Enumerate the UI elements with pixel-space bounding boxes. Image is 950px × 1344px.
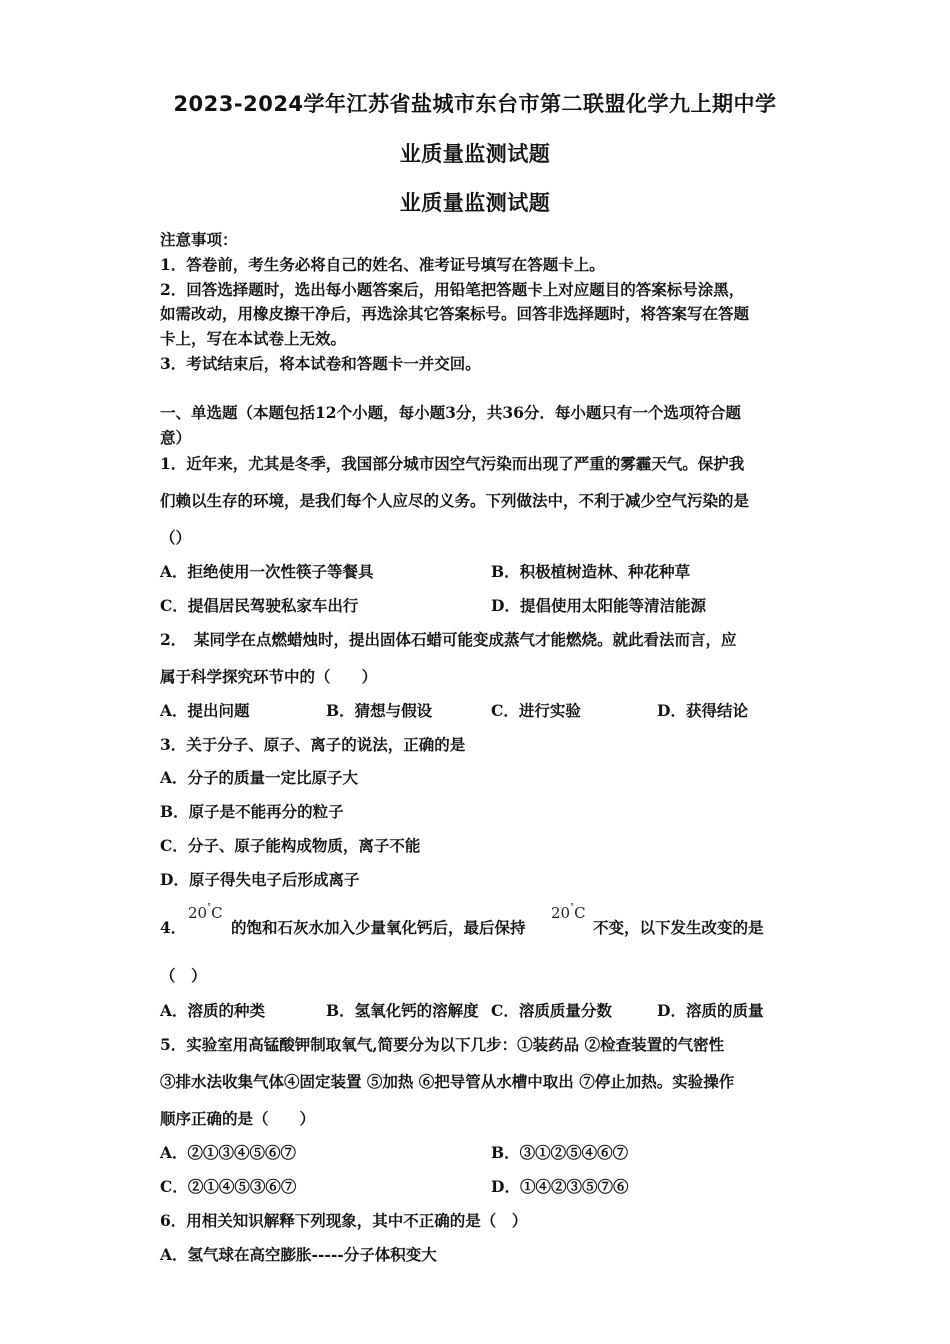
- q3-option-a: A．分子的质量一定比原子大: [160, 768, 359, 787]
- q5-stem-line3: 顺序正确的是（ ）: [160, 1109, 316, 1128]
- q3-option-b: B．原子是不能再分的粒子: [160, 802, 344, 821]
- q4-stem-line2: （ ）: [160, 966, 207, 985]
- q5-option-d: D．①④②③⑤⑦⑥: [491, 1177, 629, 1196]
- q5-option-a: A．②①③④⑤⑥⑦: [160, 1143, 297, 1162]
- q3-option-d: D．原子得失电子后形成离子: [160, 870, 360, 889]
- q4-option-c: C．溶质质量分数: [491, 1001, 612, 1020]
- q1-option-b: B．积极植树造林、种花种草: [491, 562, 691, 581]
- q3-option-c: C．分子、原子能构成物质，离子不能: [160, 836, 421, 855]
- q4-option-d: D．溶质的质量: [657, 1001, 764, 1020]
- exam-title-line1: 2023-2024学年江苏省盐城市东台市第二联盟化学九上期中学: [173, 92, 777, 116]
- q4-option-a: A．溶质的种类: [160, 1001, 266, 1020]
- q1-stem-line1: 1．近年来，尤其是冬季，我国部分城市因空气污染而出现了严重的雾霾天气。保护我: [160, 454, 745, 473]
- q3-stem: 3．关于分子、原子、离子的说法，正确的是: [160, 735, 466, 754]
- q4-temperature-1-value: 20: [188, 904, 208, 922]
- q5-stem-line1: 5．实验室用高锰酸钾制取氧气,简要分为以下几步：①装药品 ②检查装置的气密性: [160, 1035, 725, 1054]
- q4-number: 4．: [160, 918, 187, 937]
- q1-option-c: C．提倡居民驾驶私家车出行: [160, 596, 359, 615]
- q2-option-d: D．获得结论: [657, 701, 748, 720]
- notice-item-2-line3: 卡上，写在本试卷上无效。: [160, 329, 347, 348]
- q4-temperature-1-unit: C: [211, 904, 223, 922]
- q4-stem-middle: 的饱和石灰水加入少量氧化钙后，最后保持: [231, 918, 526, 937]
- exam-title-line2: 业质量监测试题: [399, 142, 551, 166]
- q5-option-b: B．③①②⑤④⑥⑦: [491, 1143, 629, 1162]
- notice-item-2-line2: 如需改动，用橡皮擦干净后，再选涂其它答案标号。回答非选择题时，将答案写在答题: [160, 304, 750, 323]
- degree-symbol-icon: °: [570, 902, 575, 911]
- q4-option-b: B．氢氧化钙的溶解度: [326, 1001, 479, 1020]
- q6-stem: 6．用相关知识解释下列现象，其中不正确的是（ ）: [160, 1211, 528, 1230]
- q1-option-d: D．提倡使用太阳能等清洁能源: [491, 596, 706, 615]
- exam-title-line3: 业质量监测试题: [399, 191, 551, 215]
- q5-option-c: C．②①④⑤③⑥⑦: [160, 1177, 297, 1196]
- q6-option-a: A．氢气球在高空膨胀-----分子体积变大: [160, 1245, 437, 1264]
- notice-heading: 注意事项：: [160, 230, 238, 249]
- notice-item-3: 3．考试结束后，将本试卷和答题卡一并交回。: [160, 354, 481, 373]
- q2-stem-line1: 2． 某同学在点燃蜡烛时，提出固体石蜡可能变成蒸气才能燃烧。就此看法而言，应: [160, 630, 737, 649]
- q2-stem-line2: 属于科学探究环节中的（ ）: [160, 667, 378, 686]
- q1-stem-line2: 们赖以生存的环境，是我们每个人应尽的义务。下列做法中，不利于减少空气污染的是: [160, 491, 750, 510]
- q1-option-a: A．拒绝使用一次性筷子等餐具: [160, 562, 374, 581]
- degree-symbol-icon: °: [207, 902, 212, 911]
- q2-option-a: A．提出问题: [160, 701, 250, 720]
- q4-stem-tail: 不变，以下发生改变的是: [593, 918, 764, 937]
- q4-temperature-2: [551, 904, 586, 922]
- q1-stem-line3: （）: [160, 528, 192, 547]
- q5-stem-line2: ③排水法收集气体④固定装置 ⑤加热 ⑥把导管从水槽中取出 ⑦停止加热。实验操作: [160, 1072, 735, 1091]
- section-1-heading-line1: 一、单选题（本题包括12个小题，每小题3分，共36分．每小题只有一个选项符合题: [160, 403, 741, 422]
- notice-item-2-line1: 2．回答选择题时，选出每小题答案后，用铅笔把答题卡上对应题目的答案标号涂黑，: [160, 280, 745, 299]
- section-1-heading-line2: 意）: [160, 428, 192, 447]
- q4-temperature-1: [188, 904, 223, 922]
- q4-temperature-2-unit: C: [574, 904, 586, 922]
- q4-temperature-2-value: 20: [551, 904, 571, 922]
- q2-option-c: C．进行实验: [491, 701, 581, 720]
- notice-item-1: 1．答卷前，考生务必将自己的姓名、准考证号填写在答题卡上。: [160, 255, 605, 274]
- q2-option-b: B．猜想与假设: [326, 701, 433, 720]
